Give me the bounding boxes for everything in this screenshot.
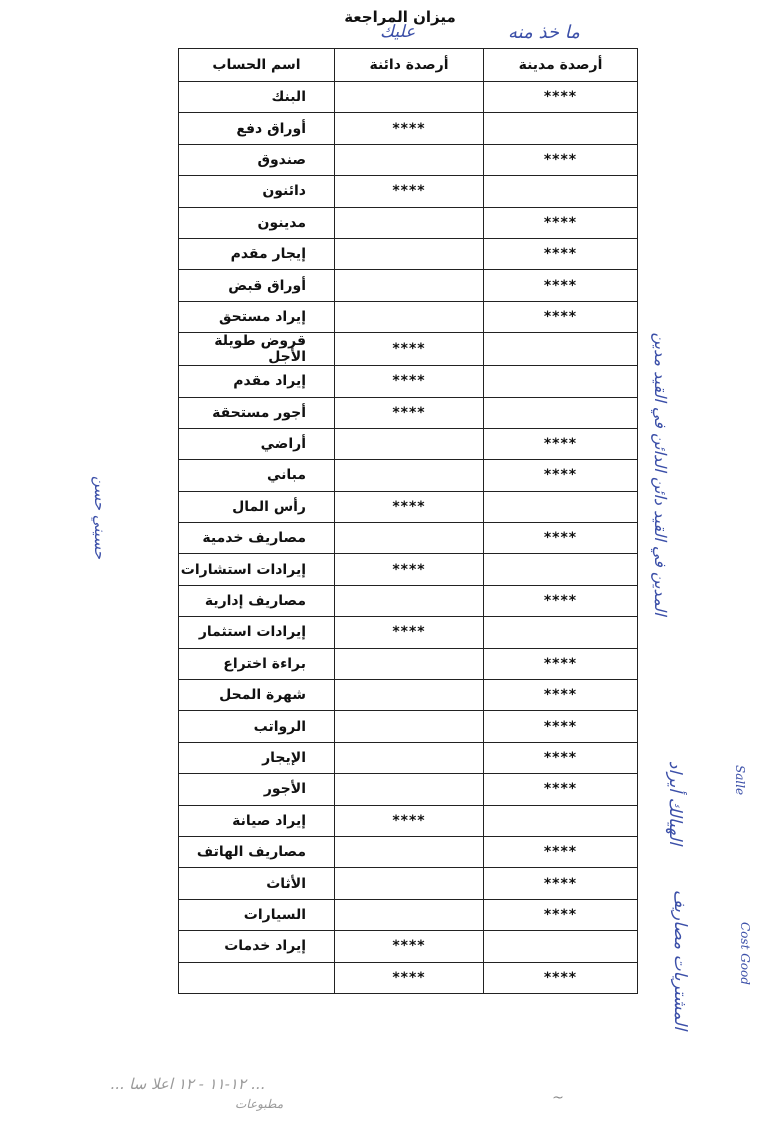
debit-cell: **** bbox=[484, 899, 638, 930]
account-name-cell: إيراد صيانة bbox=[179, 805, 335, 836]
table-body bbox=[179, 82, 638, 994]
debit-cell bbox=[484, 491, 638, 522]
debit-cell: **** bbox=[484, 774, 638, 805]
table-row bbox=[179, 585, 638, 616]
account-name-cell: دائنون bbox=[179, 176, 335, 207]
debit-cell: **** bbox=[484, 207, 638, 238]
account-name-cell: أجور مستحقة bbox=[179, 397, 335, 428]
table-row bbox=[179, 301, 638, 332]
debit-cell: **** bbox=[484, 711, 638, 742]
credit-cell bbox=[335, 523, 484, 554]
handwritten-note-left-margin: حسيني حسن bbox=[91, 475, 109, 559]
debit-cell: **** bbox=[484, 680, 638, 711]
debit-cell: **** bbox=[484, 962, 638, 993]
table-row bbox=[179, 648, 638, 679]
credit-cell bbox=[335, 270, 484, 301]
account-name-cell: مباني bbox=[179, 460, 335, 491]
account-name-cell: إيراد خدمات bbox=[179, 931, 335, 962]
debit-cell bbox=[484, 366, 638, 397]
account-name-cell: إيراد مستحق bbox=[179, 301, 335, 332]
debit-cell bbox=[484, 931, 638, 962]
debit-cell: **** bbox=[484, 82, 638, 113]
table-row bbox=[179, 270, 638, 301]
credit-cell bbox=[335, 774, 484, 805]
table-header-row bbox=[179, 49, 638, 82]
account-name-cell: مصاريف إدارية bbox=[179, 585, 335, 616]
credit-cell bbox=[335, 742, 484, 773]
trial-balance-table bbox=[178, 48, 638, 994]
handwritten-note-right-3b: Cost Good bbox=[738, 922, 752, 985]
credit-cell bbox=[335, 144, 484, 175]
debit-cell: **** bbox=[484, 648, 638, 679]
account-name-cell: مدينون bbox=[179, 207, 335, 238]
account-name-cell: إيرادات استشارات bbox=[179, 554, 335, 585]
table-row bbox=[179, 113, 638, 144]
table-row bbox=[179, 397, 638, 428]
handwritten-note-right-3: المشتريات مصاريف bbox=[670, 889, 690, 1030]
table-row bbox=[179, 617, 638, 648]
table-row bbox=[179, 491, 638, 522]
credit-cell: **** bbox=[335, 333, 484, 366]
debit-cell bbox=[484, 333, 638, 366]
account-name-cell: براءة اختراع bbox=[179, 648, 335, 679]
credit-cell: **** bbox=[335, 805, 484, 836]
table-row bbox=[179, 428, 638, 459]
handwritten-note-top-right: ما خذ منه bbox=[508, 22, 580, 43]
debit-cell: **** bbox=[484, 836, 638, 867]
header-account-name: اسم الحساب bbox=[179, 49, 335, 82]
credit-cell bbox=[335, 428, 484, 459]
pencil-note-bottom-left: ... ١٢-١١ - ١٢ اعلا سا ... bbox=[110, 1075, 265, 1093]
handwritten-note-right-1: المدين في القيد دائن الدائن في القيد مدين bbox=[651, 332, 670, 616]
debit-cell: **** bbox=[484, 301, 638, 332]
credit-cell bbox=[335, 836, 484, 867]
debit-cell bbox=[484, 554, 638, 585]
handwritten-note-right-2: الهيالك أيراد bbox=[665, 760, 685, 845]
table-row bbox=[179, 931, 638, 962]
debit-cell bbox=[484, 617, 638, 648]
credit-cell bbox=[335, 460, 484, 491]
credit-cell bbox=[335, 680, 484, 711]
credit-cell bbox=[335, 868, 484, 899]
debit-cell bbox=[484, 176, 638, 207]
table-row bbox=[179, 460, 638, 491]
table-row bbox=[179, 774, 638, 805]
table-row bbox=[179, 680, 638, 711]
credit-cell bbox=[335, 648, 484, 679]
account-name-cell: أراضي bbox=[179, 428, 335, 459]
table-row bbox=[179, 868, 638, 899]
debit-cell: **** bbox=[484, 868, 638, 899]
table-row bbox=[179, 523, 638, 554]
credit-cell bbox=[335, 711, 484, 742]
table-row bbox=[179, 238, 638, 269]
account-name-cell: شهرة المحل bbox=[179, 680, 335, 711]
credit-cell bbox=[335, 301, 484, 332]
account-name-cell: الأجور bbox=[179, 774, 335, 805]
credit-cell: **** bbox=[335, 176, 484, 207]
document-title: ميزان المراجعة bbox=[344, 8, 456, 26]
table-row bbox=[179, 366, 638, 397]
account-name-cell: مصاريف الهاتف bbox=[179, 836, 335, 867]
credit-cell: **** bbox=[335, 962, 484, 993]
account-name-cell: الرواتب bbox=[179, 711, 335, 742]
account-name-cell: البنك bbox=[179, 82, 335, 113]
table-row bbox=[179, 144, 638, 175]
credit-cell bbox=[335, 82, 484, 113]
debit-cell bbox=[484, 113, 638, 144]
table-row bbox=[179, 899, 638, 930]
credit-cell: **** bbox=[335, 554, 484, 585]
debit-cell: **** bbox=[484, 238, 638, 269]
bottom-mark: ~ bbox=[552, 1090, 564, 1106]
table-row bbox=[179, 805, 638, 836]
table-row bbox=[179, 333, 638, 366]
table-row bbox=[179, 742, 638, 773]
account-name-cell: أوراق قبض bbox=[179, 270, 335, 301]
table-row bbox=[179, 554, 638, 585]
header-credit: أرصدة دائنة bbox=[335, 49, 484, 82]
debit-cell: **** bbox=[484, 144, 638, 175]
account-name-cell: مصاريف خدمية bbox=[179, 523, 335, 554]
handwritten-note-top-left: عليك bbox=[380, 22, 416, 42]
header-debit: أرصدة مدينة bbox=[484, 49, 638, 82]
credit-cell: **** bbox=[335, 491, 484, 522]
account-name-cell bbox=[179, 962, 335, 993]
credit-cell bbox=[335, 585, 484, 616]
debit-cell: **** bbox=[484, 460, 638, 491]
debit-cell bbox=[484, 805, 638, 836]
account-name-cell: الإيجار bbox=[179, 742, 335, 773]
debit-cell: **** bbox=[484, 742, 638, 773]
debit-cell: **** bbox=[484, 270, 638, 301]
table-row bbox=[179, 962, 638, 993]
table-row bbox=[179, 82, 638, 113]
debit-cell: **** bbox=[484, 585, 638, 616]
table-row bbox=[179, 836, 638, 867]
account-name-cell: رأس المال bbox=[179, 491, 335, 522]
table-row bbox=[179, 711, 638, 742]
table-row bbox=[179, 207, 638, 238]
pencil-note-bottom-left-2: مطبوعات bbox=[235, 1097, 284, 1111]
credit-cell bbox=[335, 238, 484, 269]
account-name-cell: الأثاث bbox=[179, 868, 335, 899]
account-name-cell: إيرادات استثمار bbox=[179, 617, 335, 648]
credit-cell: **** bbox=[335, 617, 484, 648]
credit-cell: **** bbox=[335, 113, 484, 144]
handwritten-note-right-2b: Salle bbox=[733, 765, 747, 796]
debit-cell: **** bbox=[484, 428, 638, 459]
account-name-cell: صندوق bbox=[179, 144, 335, 175]
debit-cell bbox=[484, 397, 638, 428]
credit-cell bbox=[335, 899, 484, 930]
account-name-cell: إيجار مقدم bbox=[179, 238, 335, 269]
account-name-cell: قروض طويلة الأجل bbox=[179, 333, 335, 366]
credit-cell: **** bbox=[335, 397, 484, 428]
account-name-cell: أوراق دفع bbox=[179, 113, 335, 144]
credit-cell: **** bbox=[335, 931, 484, 962]
credit-cell bbox=[335, 207, 484, 238]
debit-cell: **** bbox=[484, 523, 638, 554]
credit-cell: **** bbox=[335, 366, 484, 397]
table-row bbox=[179, 176, 638, 207]
account-name-cell: إيراد مقدم bbox=[179, 366, 335, 397]
account-name-cell: السيارات bbox=[179, 899, 335, 930]
